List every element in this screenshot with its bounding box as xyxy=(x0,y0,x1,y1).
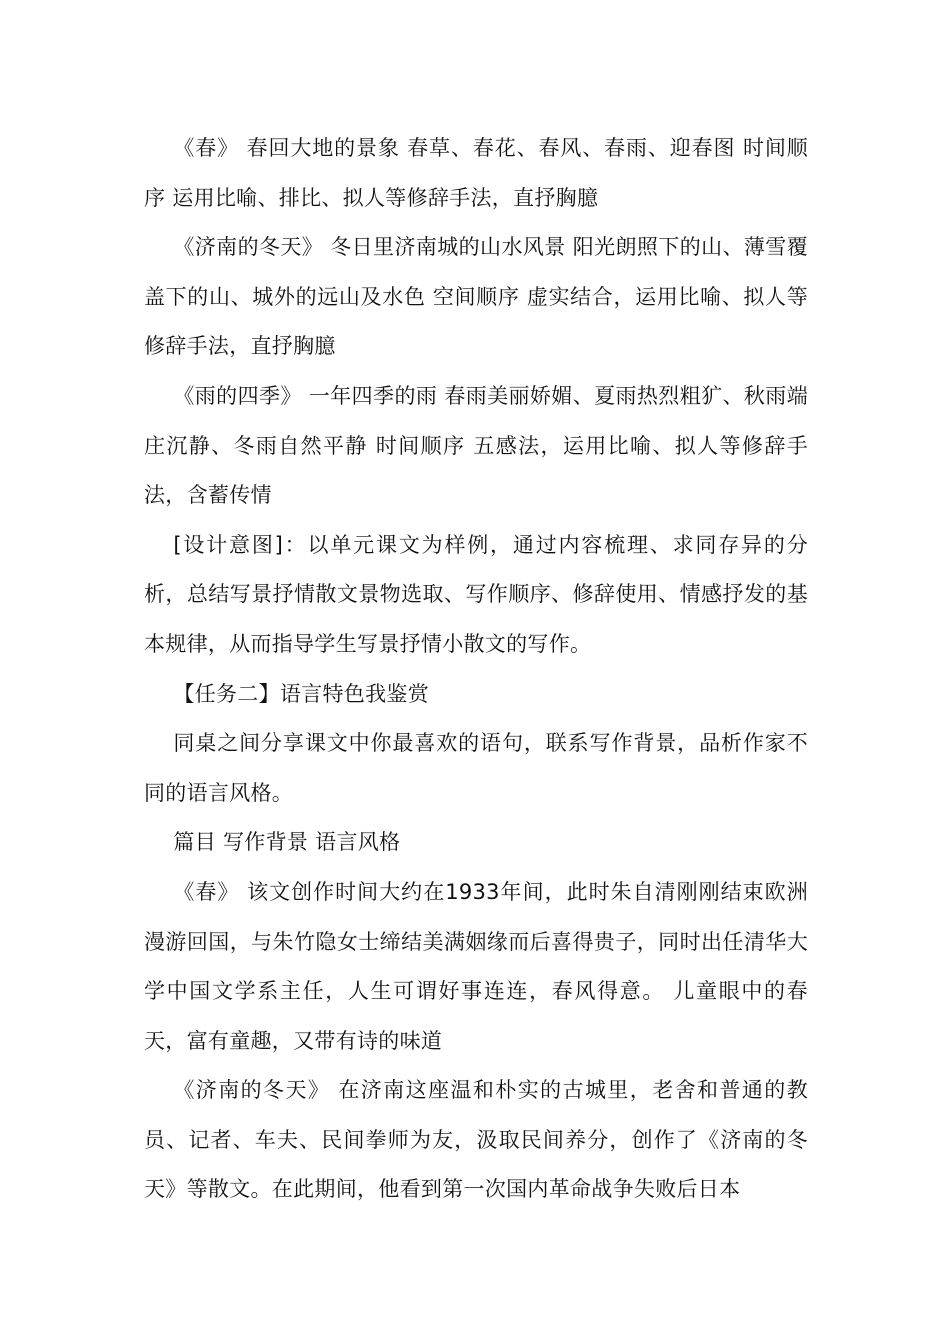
document-body xyxy=(144,124,808,1215)
task-two-heading: 【任务二】语言特色我鉴赏 xyxy=(173,681,429,706)
table-header-row: 篇目 写作背景 语言风格 xyxy=(173,830,401,855)
paragraph-spring-content: 《春》 春回大地的景象 春草、春花、春风、春雨、迎春图 时间顺序 运用比喻、排比、拟人等修辞手法，直抒胸臆 xyxy=(144,136,808,210)
task-two-instruction: 同桌之间分享课文中你最喜欢的语句，联系写作背景，品析作家不同的语言风格。 xyxy=(144,731,808,805)
paragraph-jinan-winter-background: 《济南的冬天》 在济南这座温和朴实的古城里，老舍和普通的教员、记者、车夫、民间拳师为友，汲取民间养分，创作了《济南的冬天》等散文。在此期间，他看到第一次国内革命战争失败后日本 xyxy=(144,1078,808,1202)
paragraph-spring-background: 《春》 该文创作时间大约在1933年间，此时朱自清刚刚结束欧洲漫游回国，与朱竹隐女士缔结美满姻缘而后喜得贵子，同时出任清华大学中国文学系主任，人生可谓好事连连，春风得意。 儿童眼中的春天，富有童趣，又带有诗的味道 xyxy=(144,879,808,1053)
paragraph-jinan-winter-content: 《济南的冬天》 冬日里济南城的山水风景 阳光朗照下的山、薄雪覆盖下的山、城外的远山及水色 空间顺序 虚实结合，运用比喻、拟人等修辞手法，直抒胸臆 xyxy=(144,235,808,359)
paragraph-rain-seasons-content: 《雨的四季》 一年四季的雨 春雨美丽娇媚、夏雨热烈粗犷、秋雨端庄沉静、冬雨自然平静 时间顺序 五感法，运用比喻、拟人等修辞手法，含蓄传情 xyxy=(144,383,808,508)
paragraph-design-intent: [设计意图]：以单元课文为样例，通过内容梳理、求同存异的分析，总结写景抒情散文景物选取、写作顺序、修辞使用、情感抒发的基本规律，从而指导学生写景抒情小散文的写作。 xyxy=(144,532,808,656)
